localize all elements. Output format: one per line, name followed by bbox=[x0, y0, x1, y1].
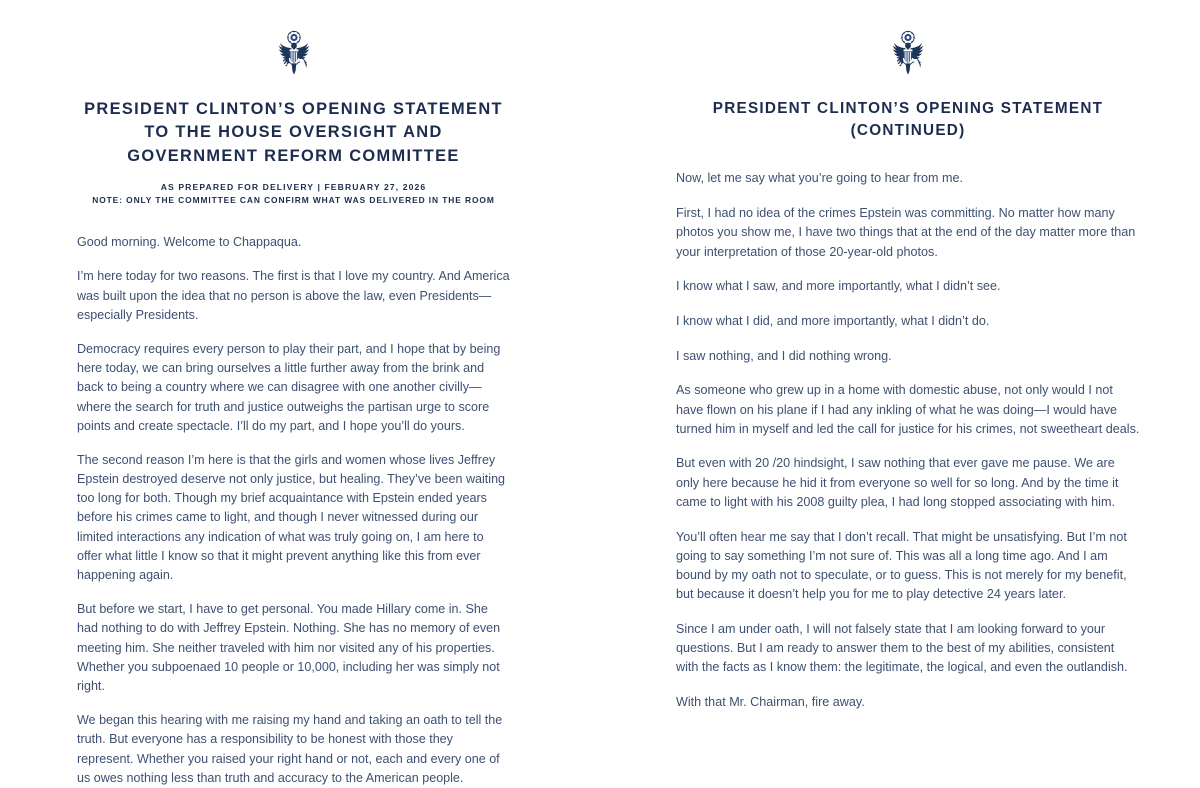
paragraph: Democracy requires every person to play their part, and I hope that by being here today, we can bring ourselves a little further away from the brink and back to being a country where we can disagree with one another civilly—where the search for truth and justice outweighs the partisan urge to score points and create spectacle. I’ll do my part, and I hope you’ll do yours. bbox=[77, 341, 501, 433]
paragraph: But before we start, I have to get personal. You made Hillary come in. She had nothing to do with Jeffrey Epstein. Nothing. She has no memory of even meeting him. She neither traveled with him nor visited any of his properties. Whether you subpoenaed 10 people or 10,000, including her was simply not right. bbox=[77, 602, 501, 693]
right-page-body bbox=[676, 169, 1140, 712]
paragraph: We began this hearing with me raising my hand and taking an oath to tell the truth. But everyone has a responsibility to be honest with those they represent. Whether you raised your right hand or not, each and every one of us owes nothing less than truth and accuracy to the American people. bbox=[77, 713, 503, 785]
great-seal-of-the-united-states-icon bbox=[272, 30, 316, 78]
left-page-column bbox=[0, 0, 600, 785]
paragraph: You’ll often hear me say that I don’t recall. That might be unsatisfying. But I’m not going to say something I’m not sure of. This was all a long time ago. And I am bound by my oath not to speculate, or to guess. This is not merely for my benefit, but because it doesn’t help you for me to play detective 24 years later. bbox=[676, 529, 1127, 602]
delivery-note: AS PREPARED FOR DELIVERY | FEBRUARY 27, 2026 bbox=[160, 181, 427, 192]
committee-confirmation-note: NOTE: ONLY THE COMMITTEE CAN CONFIRM WHAT WAS DELIVERED IN THE ROOM bbox=[92, 195, 495, 206]
paragraph: Since I am under oath, I will not falsely state that I am looking forward to your questions. But I am ready to answer them to the best of my abilities, consistent with the facts as I know them: the legitimate, the logical, and even the outlandish. bbox=[676, 621, 1128, 675]
paragraph: I know what I saw, and more importantly, what I didn’t see. bbox=[676, 279, 1001, 294]
left-page-title: PRESIDENT CLINTON’S OPENING STATEMENT TO THE HOUSE OVERSIGHT AND GOVERNMENT REFORM COMMITTEE bbox=[84, 100, 503, 165]
paragraph: I’m here today for two reasons. The first is that I love my country. And America was built upon the idea that no person is above the law, even Presidents—especially Presidents. bbox=[77, 269, 510, 322]
right-seal-container bbox=[676, 30, 1140, 78]
paragraph: But even with 20 /20 hindsight, I saw nothing that ever gave me pause. We are only here because he hid it from everyone so well for so long. And by the time it came to light with his 2008 guilty plea, I had long stopped associating with him. bbox=[676, 456, 1119, 509]
left-seal-container bbox=[77, 30, 510, 78]
paragraph: First, I had no idea of the crimes Epstein was committing. No matter how many photos you show me, I have two things that at the end of the day matter more than your interpretation of those 20-year-old photos. bbox=[676, 206, 1136, 259]
great-seal-of-the-united-states-icon bbox=[886, 30, 930, 78]
paragraph: Now, let me say what you’re going to hear from me. bbox=[676, 171, 963, 186]
paragraph: With that Mr. Chairman, fire away. bbox=[676, 695, 865, 709]
left-page-body bbox=[77, 233, 510, 788]
paragraph: The second reason I’m here is that the girls and women whose lives Jeffrey Epstein destroyed deserve not only justice, but healing. They’ve been waiting too long for both. Though my brief acquaintance with Epstein ended years before his crimes came to light, and though I never witnessed during our limited interactions any indication of what was truly going on, I am here to offer what little I know so that it might prevent anything like this from ever happening again. bbox=[77, 452, 506, 583]
paragraph: As someone who grew up in a home with domestic abuse, not only would I not have flown on his plane if I had any inkling of what he was doing—I would have turned him in myself and led the call for justice for his crimes, not sweetheart deals. bbox=[676, 383, 1140, 436]
paragraph: Good morning. Welcome to Chappaqua. bbox=[77, 235, 302, 250]
right-page-title: PRESIDENT CLINTON’S OPENING STATEMENT (CONTINUED) bbox=[712, 100, 1104, 139]
paragraph: I know what I did, and more importantly, what I didn’t do. bbox=[676, 313, 990, 328]
right-page-column bbox=[600, 0, 1200, 749]
left-page-subtitle-block bbox=[77, 181, 510, 207]
paragraph: I saw nothing, and I did nothing wrong. bbox=[676, 348, 892, 363]
